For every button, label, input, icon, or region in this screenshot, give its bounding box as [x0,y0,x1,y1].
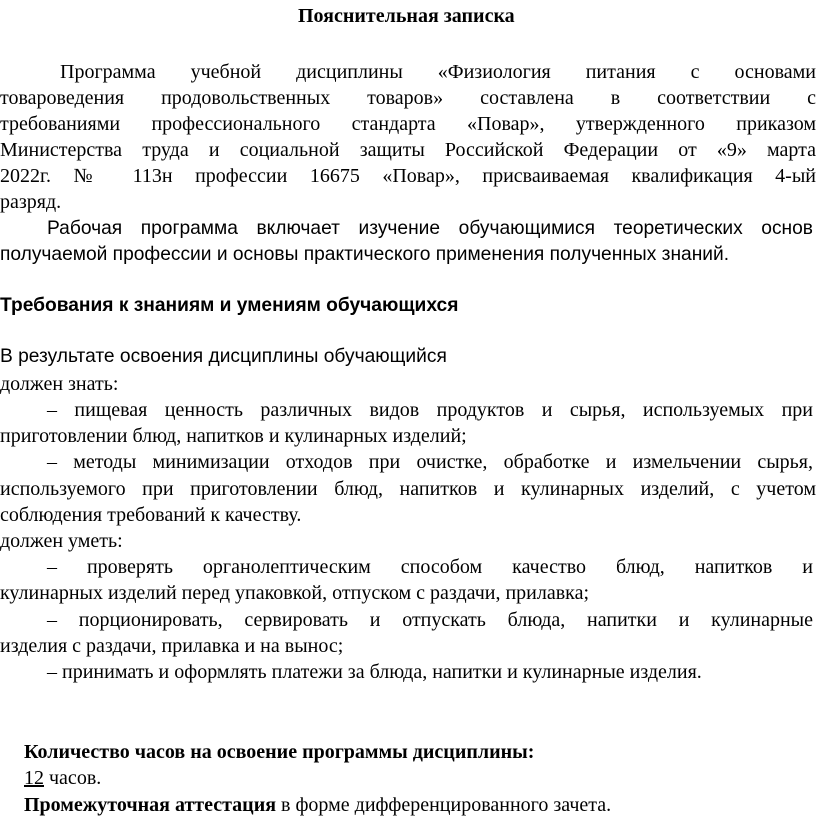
list-item-continuation: соблюдения требований к качеству. [0,504,302,526]
hours-heading: Количество часов на освоение программы дисциплины: [24,741,535,763]
list-item: – пищевая ценность различных видов продуктов и сырья, используемых при [47,399,813,421]
program-line: Рабочая программа включает изучение обучающимися теоретических основ [47,218,813,239]
list-item-continuation: используемого при приготовлении блюд, напитков и кулинарных изделий, с учетом [0,478,816,500]
list-item: – методы минимизации отходов при очистке, обработке и измельчении сырья, [47,451,813,473]
program-line: получаемой профессии и основы практического применения полученных знаний. [0,244,730,265]
list-item: – порционировать, сервировать и отпускать блюда, напитки и кулинарные [47,609,813,631]
attestation-text: в форме дифференцированного зачета. [276,794,612,816]
intro-line: разряд. [0,191,62,213]
list-item-continuation: приготовлении блюд, напитков и кулинарных изделий; [0,425,467,447]
hours-unit: часов. [44,767,102,789]
list-item: – принимать и оформлять платежи за блюда, напитки и кулинарные изделия. [47,661,702,683]
list-item-continuation: изделия с раздачи, прилавка и на вынос; [0,635,344,657]
list-item: – проверять органолептическим способом качество блюд, напитков и [47,556,813,578]
page-title: Пояснительная записка [298,5,515,27]
hours-value: 12 [24,767,44,789]
attestation-label: Промежуточная аттестация [24,794,277,816]
must-do-label: должен уметь: [0,530,123,552]
hours-line [24,768,101,788]
attestation-line [24,795,611,815]
list-item-continuation: кулинарных изделий перед упаковкой, отпуском с раздачи, прилавка; [0,582,590,604]
intro-line: требованиями профессионального стандарта «Повар», утвержденного приказом [0,113,816,135]
intro-line: Министерства труда и социальной защиты Российской Федерации от «9» марта [0,139,816,161]
requirements-heading: Требования к знаниям и умениям обучающихся [0,295,459,316]
must-know-label: должен знать: [0,373,119,395]
intro-line: товароведения продовольственных товаров» составлена в соответствии с [0,87,816,109]
intro-line: 2022г. № 113н профессии 16675 «Повар», присваиваемая квалификация 4-ый [0,165,816,187]
result-intro: В результате освоения дисциплины обучающийся [0,346,447,367]
intro-line: Программа учебной дисциплины «Физиология питания с основами [60,61,816,83]
